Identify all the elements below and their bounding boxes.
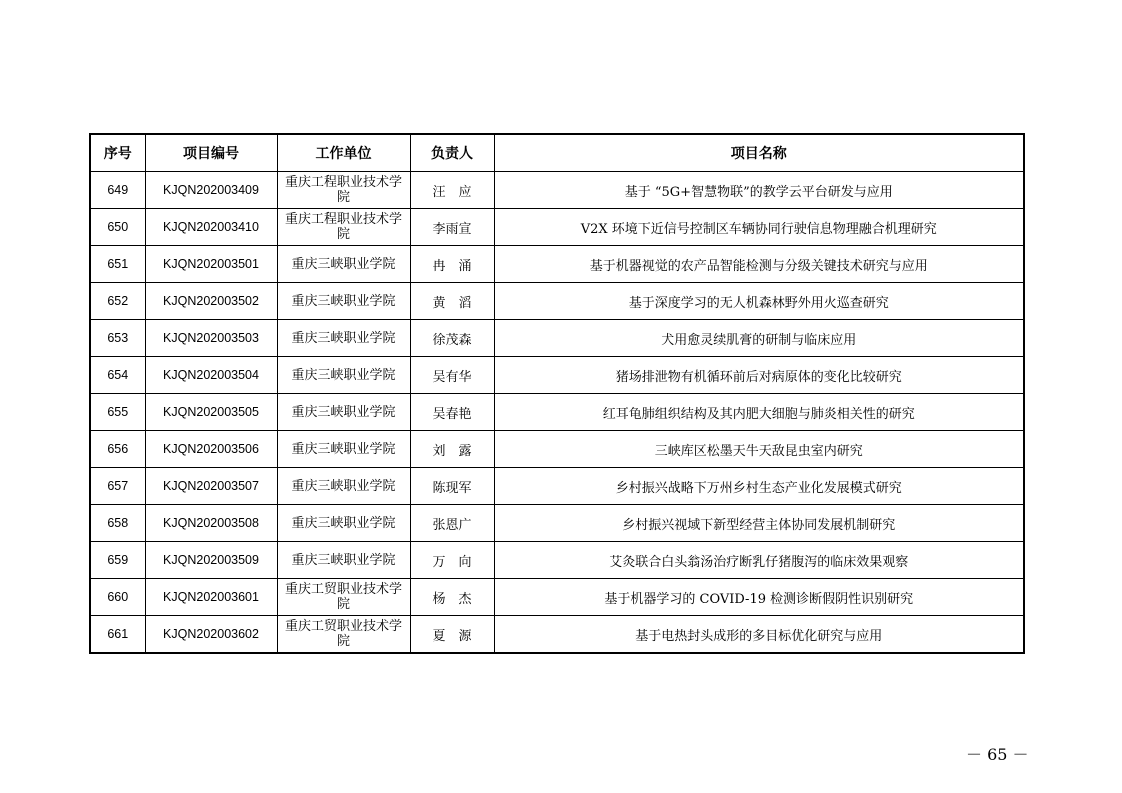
project-table-container: [89, 133, 1023, 654]
row-unit-text: 重庆工贸职业技术学院: [284, 619, 402, 649]
row-unit-text: 重庆三峡职业学院: [291, 293, 396, 309]
row-title: 基于机器学习的 COVID-19 检测诊断假阴性识别研究: [494, 579, 1024, 616]
row-title: 三峡库区松墨天牛天敌昆虫室内研究: [494, 431, 1024, 468]
row-code: KJQN202003508: [145, 505, 277, 542]
row-unit: [277, 357, 410, 394]
table-row: [90, 616, 1024, 654]
row-person: 冉 涌: [410, 246, 494, 283]
page-number: － 65 －: [966, 745, 1029, 764]
row-unit-text: 重庆三峡职业学院: [291, 478, 396, 494]
row-unit-text: 重庆三峡职业学院: [291, 515, 396, 531]
row-title: 基于深度学习的无人机森林野外用火巡查研究: [494, 283, 1024, 320]
row-unit-text: 重庆三峡职业学院: [291, 441, 396, 457]
header-person: 负责人: [410, 134, 494, 172]
row-code: KJQN202003507: [145, 468, 277, 505]
row-code: KJQN202003503: [145, 320, 277, 357]
row-title: 猪场排泄物有机循环前后对病原体的变化比较研究: [494, 357, 1024, 394]
row-index: 661: [90, 616, 145, 654]
table-row: [90, 468, 1024, 505]
row-index: 652: [90, 283, 145, 320]
row-code: KJQN202003505: [145, 394, 277, 431]
row-code: KJQN202003602: [145, 616, 277, 654]
table-row: [90, 320, 1024, 357]
header-code: 项目编号: [145, 134, 277, 172]
table-header-row: [90, 134, 1024, 172]
row-unit: [277, 246, 410, 283]
row-person: 黄 滔: [410, 283, 494, 320]
row-code: KJQN202003509: [145, 542, 277, 579]
row-index: 654: [90, 357, 145, 394]
row-index: 655: [90, 394, 145, 431]
row-person: 李雨宣: [410, 209, 494, 246]
row-unit-text: 重庆三峡职业学院: [291, 367, 396, 383]
row-unit: [277, 431, 410, 468]
table-row: [90, 394, 1024, 431]
table-row: [90, 505, 1024, 542]
row-index: 657: [90, 468, 145, 505]
row-person: 刘 露: [410, 431, 494, 468]
row-person: 汪 应: [410, 172, 494, 209]
row-unit-text: 重庆三峡职业学院: [291, 256, 396, 272]
row-person: 张恩广: [410, 505, 494, 542]
row-person: 陈现军: [410, 468, 494, 505]
row-title: 艾灸联合白头翁汤治疗断乳仔猪腹泻的临床效果观察: [494, 542, 1024, 579]
row-unit-text: 重庆工程职业技术学院: [284, 212, 402, 242]
table-row: [90, 209, 1024, 246]
row-title: 红耳龟肺组织结构及其内肥大细胞与肺炎相关性的研究: [494, 394, 1024, 431]
row-index: 651: [90, 246, 145, 283]
row-title: 犬用愈灵续肌膏的研制与临床应用: [494, 320, 1024, 357]
row-person: 吴春艳: [410, 394, 494, 431]
row-unit-text: 重庆三峡职业学院: [291, 404, 396, 420]
row-title: 基于机器视觉的农产品智能检测与分级关键技术研究与应用: [494, 246, 1024, 283]
row-index: 659: [90, 542, 145, 579]
table-row: [90, 246, 1024, 283]
row-unit: [277, 320, 410, 357]
row-title: 基于电热封头成形的多目标优化研究与应用: [494, 616, 1024, 654]
row-unit-text: 重庆工贸职业技术学院: [284, 582, 402, 612]
row-unit: [277, 209, 410, 246]
row-unit: [277, 616, 410, 654]
row-unit: [277, 505, 410, 542]
row-unit: [277, 579, 410, 616]
table-row: [90, 357, 1024, 394]
row-title: V2X 环境下近信号控制区车辆协同行驶信息物理融合机理研究: [494, 209, 1024, 246]
table-row: [90, 283, 1024, 320]
row-unit: [277, 542, 410, 579]
row-code: KJQN202003501: [145, 246, 277, 283]
row-code: KJQN202003409: [145, 172, 277, 209]
row-unit: [277, 172, 410, 209]
row-title: 乡村振兴视域下新型经营主体协同发展机制研究: [494, 505, 1024, 542]
row-index: 650: [90, 209, 145, 246]
row-person: 万 向: [410, 542, 494, 579]
row-index: 660: [90, 579, 145, 616]
table-row: [90, 172, 1024, 209]
row-index: 658: [90, 505, 145, 542]
row-index: 656: [90, 431, 145, 468]
header-unit: 工作单位: [277, 134, 410, 172]
row-code: KJQN202003506: [145, 431, 277, 468]
row-code: KJQN202003502: [145, 283, 277, 320]
header-title: 项目名称: [494, 134, 1024, 172]
row-code: KJQN202003410: [145, 209, 277, 246]
row-unit-text: 重庆工程职业技术学院: [284, 175, 402, 205]
row-unit: [277, 394, 410, 431]
project-table: [89, 133, 1025, 654]
row-person: 杨 杰: [410, 579, 494, 616]
table-row: [90, 431, 1024, 468]
row-unit-text: 重庆三峡职业学院: [291, 330, 396, 346]
row-unit: [277, 283, 410, 320]
row-title: 基于 “5G+智慧物联”的教学云平台研发与应用: [494, 172, 1024, 209]
row-person: 夏 源: [410, 616, 494, 654]
row-title: 乡村振兴战略下万州乡村生态产业化发展模式研究: [494, 468, 1024, 505]
row-code: KJQN202003601: [145, 579, 277, 616]
table-row: [90, 542, 1024, 579]
row-person: 徐茂森: [410, 320, 494, 357]
row-code: KJQN202003504: [145, 357, 277, 394]
header-index: 序号: [90, 134, 145, 172]
row-unit-text: 重庆三峡职业学院: [291, 552, 396, 568]
row-index: 649: [90, 172, 145, 209]
table-row: [90, 579, 1024, 616]
row-unit: [277, 468, 410, 505]
row-index: 653: [90, 320, 145, 357]
row-person: 吴有华: [410, 357, 494, 394]
